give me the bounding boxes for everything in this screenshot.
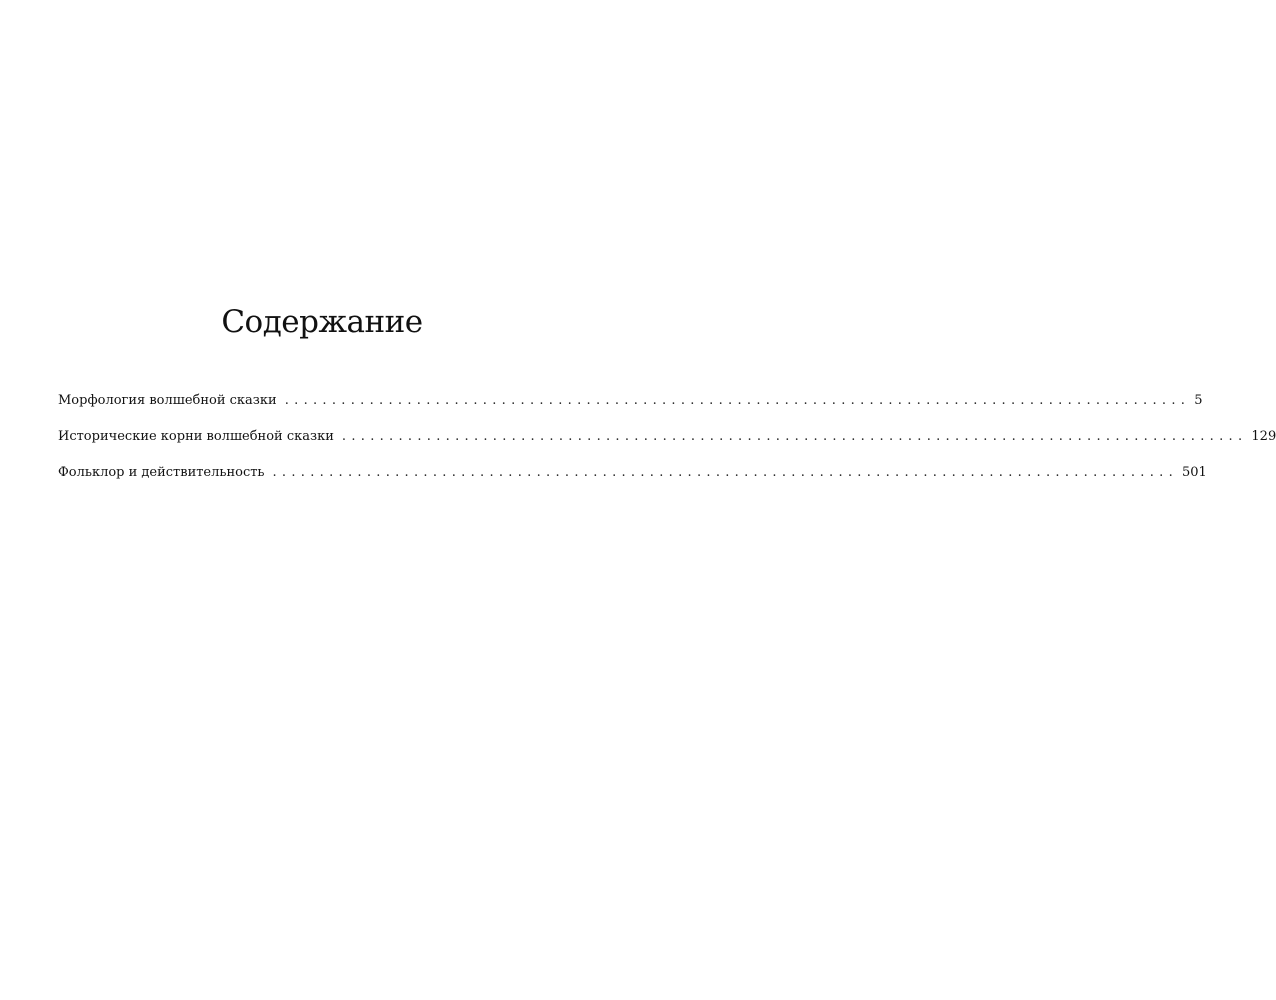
toc-entry-title: Морфология волшебной сказки <box>58 393 277 408</box>
page-title: Содержание <box>221 304 423 340</box>
dot-leader: ................................................................................................ <box>284 393 1191 408</box>
dot-leader: ................................................................................................ <box>272 465 1179 480</box>
table-of-contents <box>58 388 1276 496</box>
toc-entry-page-number: 501 <box>1182 465 1207 480</box>
toc-entry-page-number: 5 <box>1194 393 1203 408</box>
toc-entry-title: Исторические корни волшебной сказки <box>58 429 334 444</box>
dot-leader: ................................................................................................ <box>341 429 1248 444</box>
toc-entry-morphology <box>58 388 1203 424</box>
toc-entry-page-number: 129 <box>1251 429 1276 444</box>
toc-entry-title: Фольклор и действительность <box>58 465 265 480</box>
toc-entry-historical-roots <box>58 424 1276 460</box>
toc-entry-folklore <box>58 460 1207 496</box>
